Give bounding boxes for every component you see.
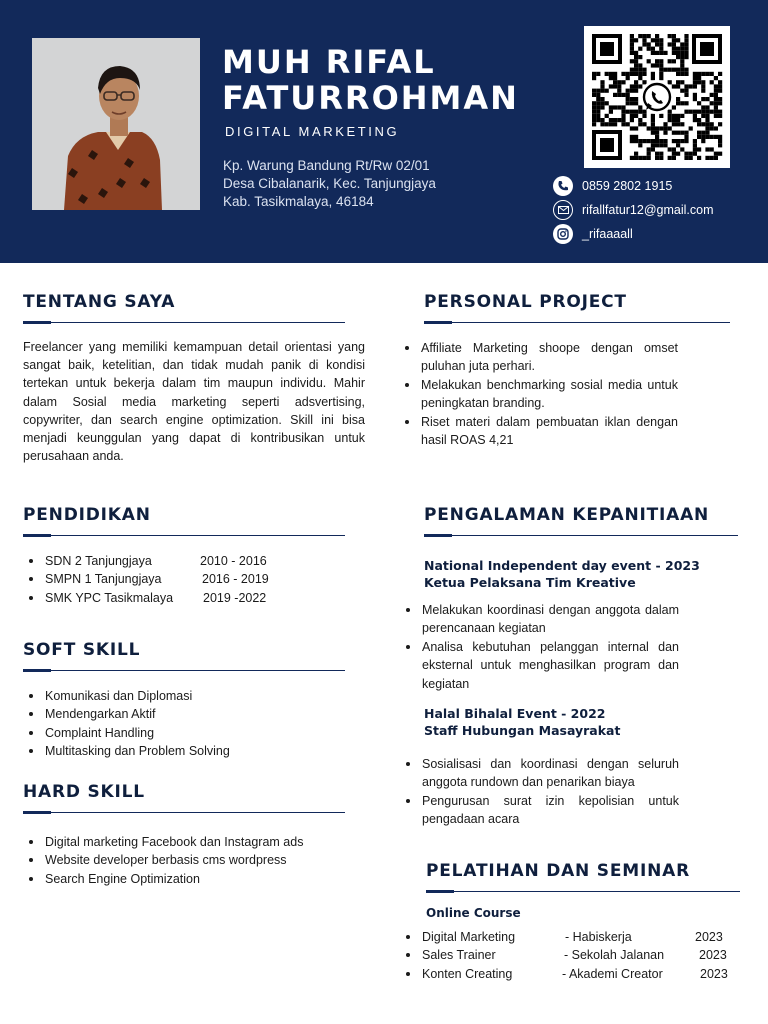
list-item: Digital marketing Facebook dan Instagram ads <box>28 833 365 851</box>
job-title: DIGITAL MARKETING <box>225 124 400 139</box>
section-divider <box>424 534 738 537</box>
section-title: PENDIDIKAN <box>23 505 151 525</box>
list-item: Sosialisasi dan koordinasi dengan seluruh anggota rundown dan penarikan biaya <box>405 755 679 792</box>
section-title: PENGALAMAN KEPANITIAAN <box>424 505 710 525</box>
education-list <box>28 552 365 607</box>
list-item: Sales Trainer - Sekolah Jalanan 2023 <box>405 946 744 964</box>
section-divider <box>23 811 345 814</box>
address <box>223 157 436 211</box>
event-name: Halal Bihalal Event - 2022 <box>424 706 606 722</box>
list-item: Melakukan koordinasi dengan anggota dalam perencanaan kegiatan <box>405 601 679 638</box>
profile-photo <box>32 38 200 210</box>
contact-email[interactable] <box>553 198 713 222</box>
address-line: Desa Cibalanarik, Kec. Tanjungjaya <box>223 176 436 191</box>
section-pendidikan <box>23 505 365 607</box>
address-line: Kab. Tasikmalaya, 46184 <box>223 194 374 209</box>
section-personal-project <box>421 292 734 449</box>
course-list <box>405 928 744 983</box>
section-pelatihan-seminar <box>422 861 744 983</box>
list-item: Konten Creating - Akademi Creator 2023 <box>405 965 744 983</box>
list-item: Pengurusan surat izin kepolisian untuk pengadaan acara <box>405 792 679 829</box>
list-item: Affiliate Marketing shoope dengan omset puluhan juta perhari. <box>404 339 678 376</box>
list-item: SMK YPC Tasikmalaya 2019 -2022 <box>28 589 365 607</box>
mail-icon <box>553 200 573 220</box>
section-tentang-saya <box>23 292 365 465</box>
soft-skill-list <box>28 687 365 761</box>
contact-instagram[interactable] <box>553 222 713 246</box>
list-item: Mendengarkan Aktif <box>28 705 365 723</box>
section-title: PELATIHAN DAN SEMINAR <box>426 861 690 881</box>
contact-list <box>553 174 713 246</box>
section-divider <box>424 321 730 324</box>
address-line: Kp. Warung Bandung Rt/Rw 02/01 <box>223 158 430 173</box>
event-block <box>424 557 744 693</box>
instagram-icon <box>553 224 573 244</box>
name-line-1: MUH RIFAL <box>222 43 436 81</box>
full-name <box>222 44 562 116</box>
section-title: TENTANG SAYA <box>23 292 176 312</box>
section-divider <box>23 321 345 324</box>
section-title: HARD SKILL <box>23 782 145 802</box>
whatsapp-icon <box>640 80 674 114</box>
name-line-2: FATURROHMAN <box>222 79 519 117</box>
list-item: Riset materi dalam pembuatan iklan dengan hasil ROAS 4,21 <box>404 413 678 450</box>
section-title: SOFT SKILL <box>23 640 141 660</box>
event-role: Staff Hubungan Masayrakat <box>424 723 621 739</box>
contact-phone[interactable] <box>553 174 713 198</box>
list-item: Melakukan benchmarking sosial media untuk peningkatan branding. <box>404 376 678 413</box>
event-name: National Independent day event - 2023 <box>424 558 700 573</box>
hard-skill-list <box>28 833 365 888</box>
list-item: Website developer berbasis cms wordpress <box>28 851 365 869</box>
section-soft-skill <box>23 640 365 761</box>
list-item: Multitasking dan Problem Solving <box>28 742 365 760</box>
phone-number: 0859 2802 1915 <box>582 179 673 193</box>
section-divider <box>23 669 345 672</box>
event-task-list <box>405 755 679 829</box>
phone-icon <box>553 176 573 196</box>
list-item: Complaint Handling <box>28 724 365 742</box>
instagram-handle: _rifaaaall <box>582 227 633 241</box>
qr-code <box>584 26 730 168</box>
event-task-list <box>405 601 679 693</box>
list-item: SDN 2 Tanjungjaya 2010 - 2016 <box>28 552 365 570</box>
section-divider <box>23 534 345 537</box>
project-list <box>404 339 678 449</box>
section-hard-skill <box>23 782 365 888</box>
course-heading: Online Course <box>426 906 521 920</box>
section-pengalaman-kepanitiaan <box>424 505 744 829</box>
event-role: Ketua Pelaksana Tim Kreative <box>424 575 636 590</box>
header-band <box>0 0 768 263</box>
list-item: SMPN 1 Tanjungjaya 2016 - 2019 <box>28 570 365 588</box>
section-divider <box>426 890 740 893</box>
section-title: PERSONAL PROJECT <box>424 292 627 312</box>
list-item: Digital Marketing - Habiskerja 2023 <box>405 928 744 946</box>
event-block <box>424 705 744 829</box>
list-item: Analisa kebutuhan pelanggan internal dan eksternal untuk menghasilkan program dan kegiatan <box>405 638 679 693</box>
list-item: Komunikasi dan Diplomasi <box>28 687 365 705</box>
list-item: Search Engine Optimization <box>28 870 365 888</box>
about-text: Freelancer yang memiliki kemampuan detail orientasi yang sangat baik, ketelitian, dan tidak mudah panik di kondisi tertekan untuk bekerja dalam tim maupun individu. Mahir dalam Sosial media marketing seperti adsvertising, copywriter, dan search engine optimization. Skill ini bisa menjadi keunggulan yang dapat di kontribusikan untuk perusahaan anda. <box>23 340 365 464</box>
email-address: rifallfatur12@gmail.com <box>582 203 714 217</box>
